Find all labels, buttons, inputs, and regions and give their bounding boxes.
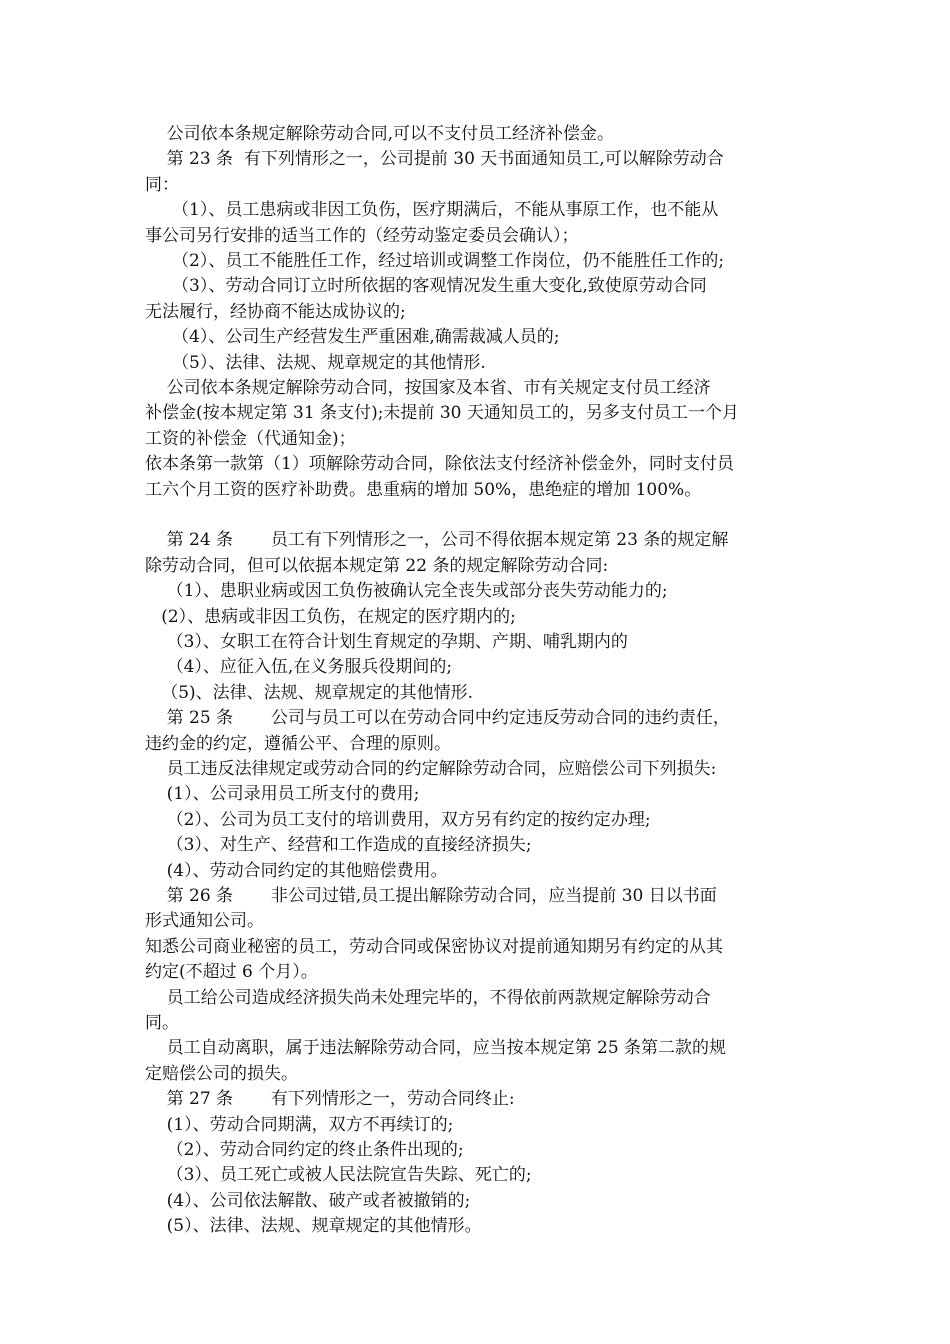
text-line: 知悉公司商业秘密的员工，劳动合同或保密协议对提前通知期另有约定的从其 (145, 936, 723, 957)
text-line: (2）、患病或非因工负伤，在规定的医疗期内的; (145, 606, 516, 627)
text-line: 第 25 条 公司与员工可以在劳动合同中约定违反劳动合同的违约责任， (145, 708, 730, 729)
text-line: 形式通知公司。 (145, 911, 264, 932)
text-line: （3）、女职工在符合计划生育规定的孕期、产期、哺乳期内的 (145, 632, 628, 652)
text-line: 同。 (145, 1013, 179, 1033)
text-line: 第 24 条 员工有下列情形之一，公司不得依据本规定第 23 条的规定解 (145, 530, 729, 551)
text-line: （3）、对生产、经营和工作造成的直接经济损失; (145, 835, 532, 856)
text-line: （2）、员工不能胜任工作，经过培训或调整工作岗位，仍不能胜任工作的; (145, 251, 725, 271)
text-line: （3）、劳动合同订立时所依据的客观情况发生重大变化,致使原劳动合同 (145, 276, 707, 297)
text-line: （4）、应征入伍,在义务服兵役期间的; (145, 657, 453, 678)
text-line: (1）、劳动合同期满，双方不再续订的; (145, 1114, 454, 1135)
text-line: 同： (145, 174, 179, 195)
text-line: 员工给公司造成经济损失尚未处理完毕的，不得依前两款规定解除劳动合 (145, 987, 711, 1008)
text-line: 工六个月工资的医疗补助费。患重病的增加 50%，患绝症的增加 100%。 (145, 479, 702, 500)
text-line: (4）、公司依法解散、破产或者被撤销的; (145, 1190, 471, 1211)
text-line: （5）、法律、法规、规章规定的其他情形. (145, 352, 486, 373)
text-line: （4）、公司生产经营发生严重困难,确需裁减人员的; (145, 327, 560, 348)
text-line: 工资的补偿金（代通知金)； (145, 428, 356, 449)
text-line: 员工违反法律规定或劳动合同的约定解除劳动合同，应赔偿公司下列损失: (145, 759, 717, 779)
text-line: （2）、公司为员工支付的培训费用，双方另有约定的按约定办理; (145, 809, 651, 830)
text-line: （3）、员工死亡或被人民法院宣告失踪、死亡的; (145, 1165, 532, 1186)
text-line: 除劳动合同，但可以依据本规定第 22 条的规定解除劳动合同: (145, 555, 609, 576)
text-line: 无法履行，经协商不能达成协议的; (145, 301, 406, 322)
text-line: (5）、法律、法规、规章规定的其他情形。 (145, 1216, 482, 1237)
text-line: 公司依本条规定解除劳动合同,可以不支付员工经济补偿金。 (145, 124, 615, 144)
text-line: 定赔偿公司的损失。 (145, 1063, 298, 1084)
text-line: (4）、劳动合同约定的其他赔偿费用。 (145, 860, 448, 881)
text-line: 违约金的约定，遵循公平、合理的原则。 (145, 733, 451, 754)
text-line: 依本条第一款第（1）项解除劳动合同，除依法支付经济补偿金外，同时支付员 (145, 454, 734, 475)
text-line: （1）、患职业病或因工负伤被确认完全丧失或部分丧失劳动能力的; (145, 581, 668, 602)
text-line: （2）、劳动合同约定的终止条件出现的; (145, 1140, 464, 1160)
text-line: 公司依本条规定解除劳动合同，按国家及本省、市有关规定支付员工经济 (145, 378, 711, 398)
text-line: （5)、法律、法规、规章规定的其他情形. (145, 682, 474, 703)
text-line: （1）、员工患病或非因工负伤，医疗期满后，不能从事原工作，也不能从 (145, 200, 719, 221)
text-line: 员工自动离职，属于违法解除劳动合同，应当按本规定第 25 条第二款的规 (145, 1038, 727, 1059)
text-line: 补偿金(按本规定第 31 条支付);未提前 30 天通知员工的，另多支付员工一个月 (145, 403, 739, 424)
text-line: 第 23 条 有下列情形之一，公司提前 30 天书面通知员工,可以解除劳动合 (145, 149, 724, 170)
text-line: (1）、公司录用员工所支付的费用; (145, 784, 420, 805)
text-line: 事公司另行安排的适当工作的（经劳动鉴定委员会确认）； (145, 225, 579, 246)
text-line: 第 27 条 有下列情形之一，劳动合同终止: (145, 1089, 515, 1110)
text-line: 第 26 条 非公司过错,员工提出解除劳动合同，应当提前 30 日以书面 (145, 886, 717, 906)
text-line: 约定(不超过 6 个月）。 (145, 962, 318, 983)
